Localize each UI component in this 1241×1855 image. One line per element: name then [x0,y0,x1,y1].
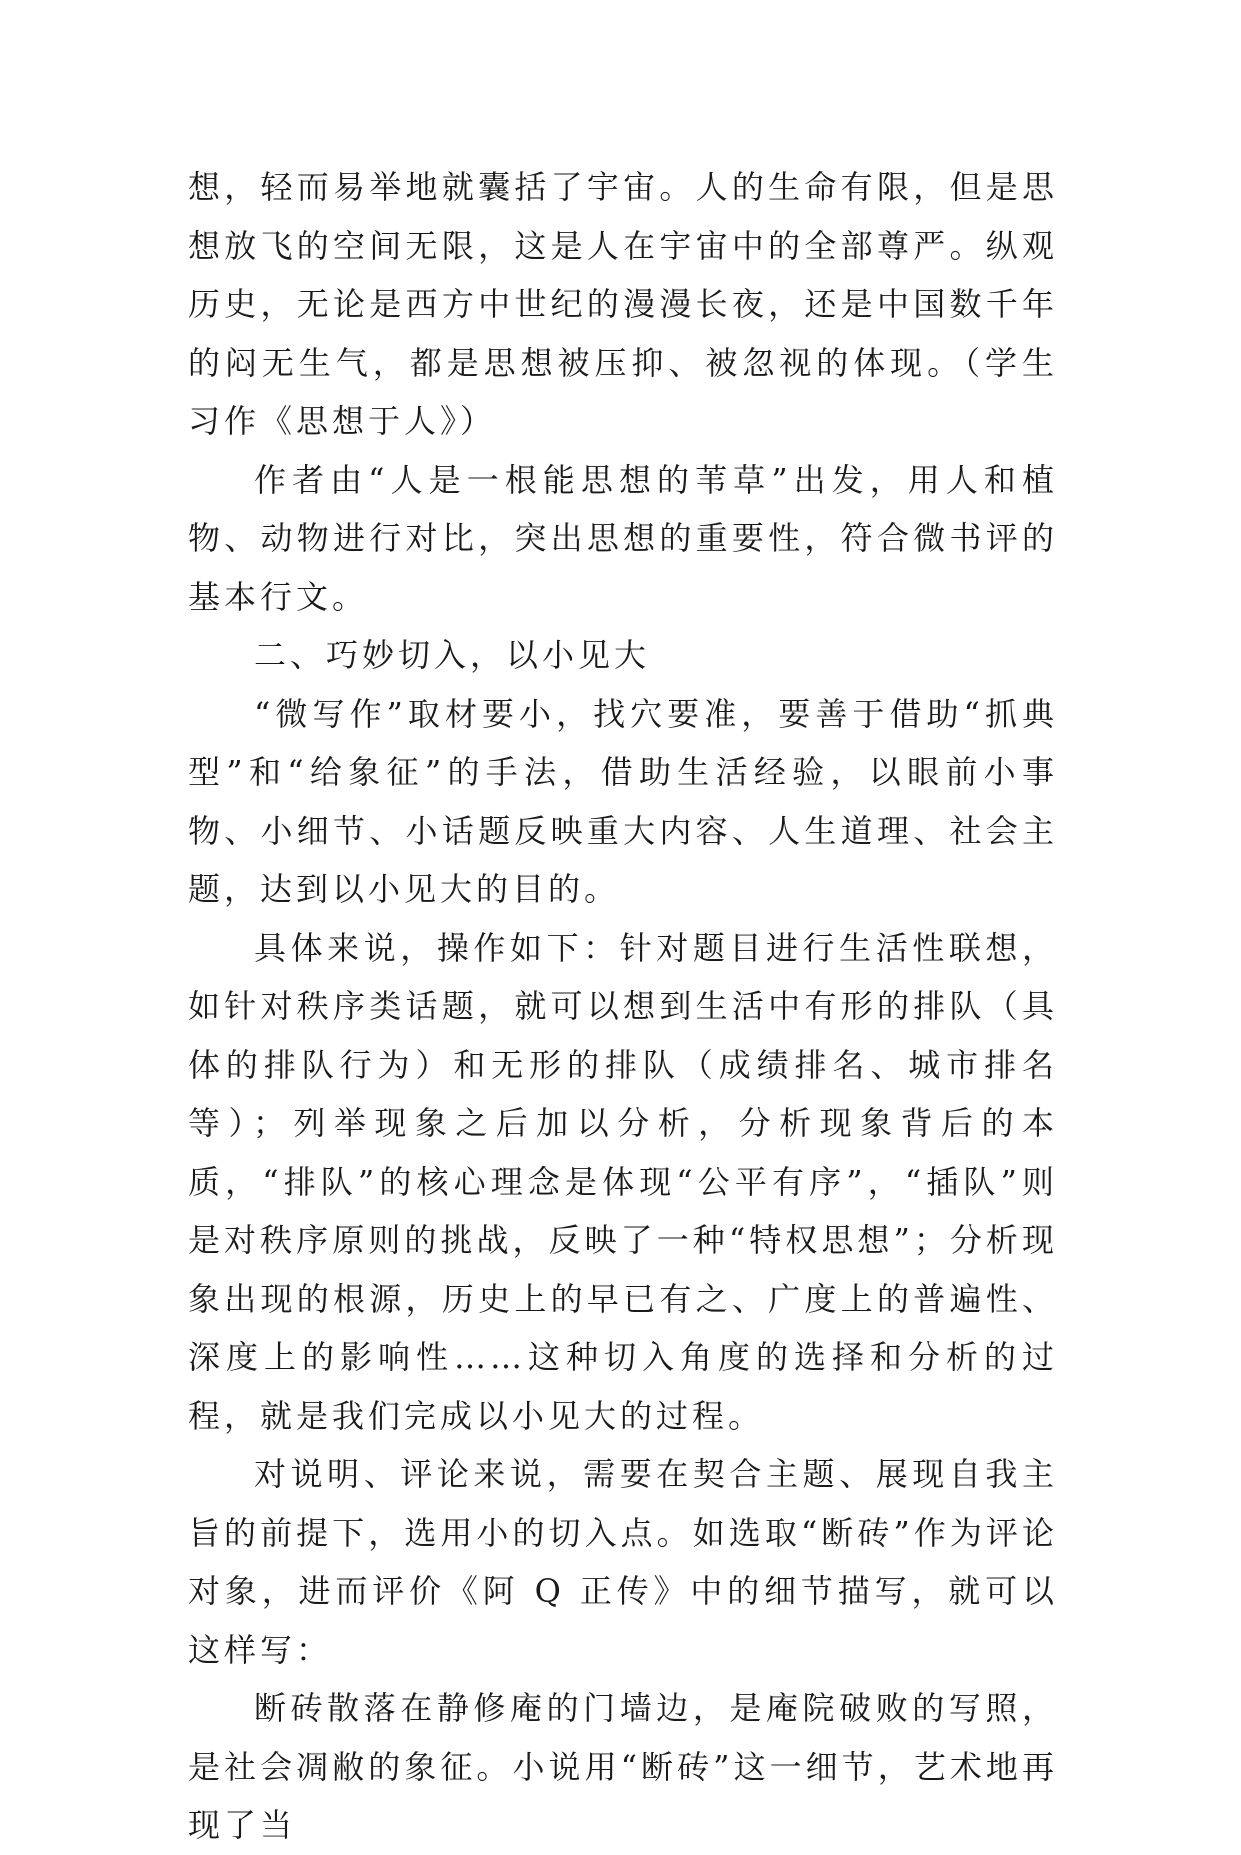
paragraph-5: 对说明、评论来说，需要在契合主题、展现自我主旨的前提下，选用小的切入点。如选取“断砖”作为评论对象，进而评价《阿 Q 正传》中的细节描写，就可以这样写： [188,1455,1058,1669]
paragraph-1: 想，轻而易举地就囊括了宇宙。人的生命有限，但是思想放飞的空间无限，这是人在宇宙中的全部尊严。纵观历史，无论是西方中世纪的漫漫长夜，还是中国数千年的闷无生气，都是思想被压抑、被忽视的体现。（学生习作《思想于人》） [188,168,1058,440]
document-body [188,158,1058,1855]
section-heading: 二、巧妙切入，以小见大 [254,636,651,674]
paragraph-3: “微写作”取材要小，找穴要准，要善于借助“抓典型”和“给象征”的手法，借助生活经验，以眼前小事物、小细节、小话题反映重大内容、人生道理、社会主题，达到以小见大的目的。 [188,694,1058,908]
paragraph-4: 具体来说，操作如下：针对题目进行生活性联想，如针对秩序类话题，就可以想到生活中有形的排队（具体的排队行为）和无形的排队（成绩排名、城市排名等）；列举现象之后加以分析，分析现象背后的本质，“排队”的核心理念是体现“公平有序”，“插队”则是对秩序原则的挑战，反映了一种“特权思想”；分析现象出现的根源，历史上的早已有之、广度上的普遍性、深度上的影响性……这种切入角度的选择和分析的过程，就是我们完成以小见大的过程。 [188,928,1058,1435]
paragraph-2: 作者由“人是一根能思想的苇草”出发，用人和植物、动物进行对比，突出思想的重要性，符合微书评的基本行文。 [188,460,1058,616]
paragraph-6: 断砖散落在静修庵的门墙边，是庵院破败的写照，是社会凋敝的象征。小说用“断砖”这一细节，艺术地再现了当 [188,1689,1058,1844]
